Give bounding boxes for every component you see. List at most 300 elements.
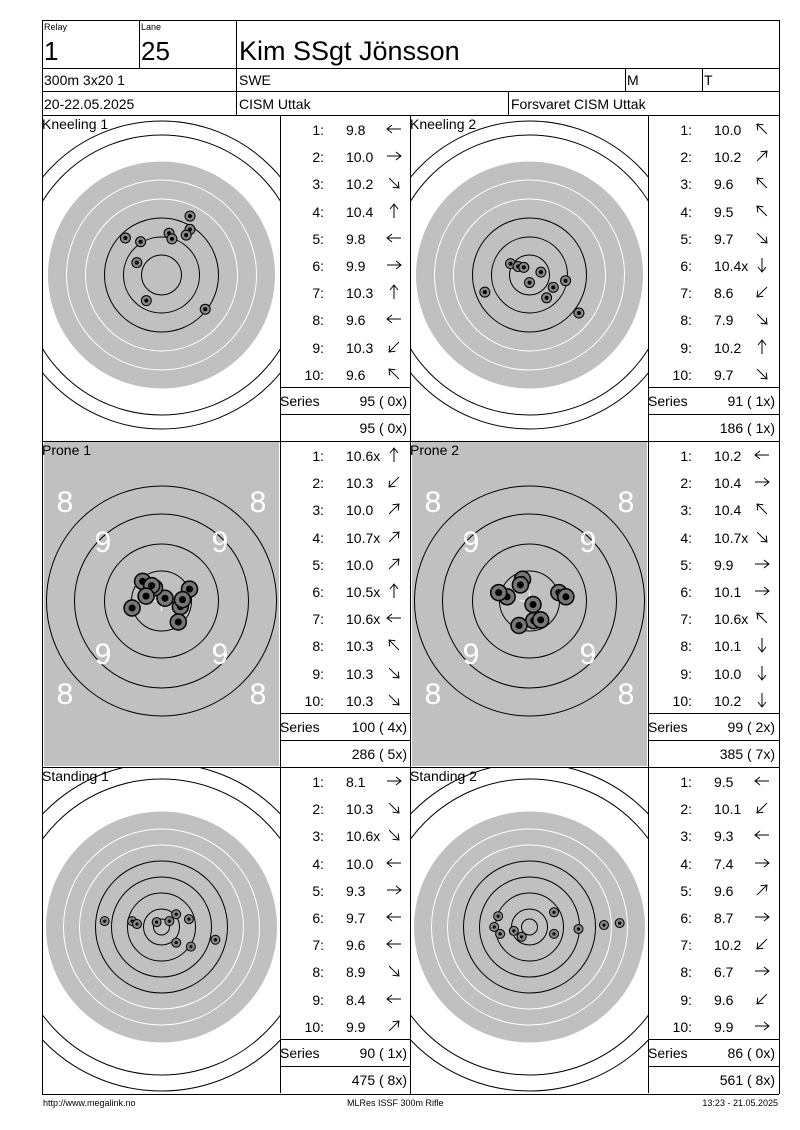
shot-row bbox=[648, 198, 770, 225]
shot-hole-center bbox=[537, 616, 544, 623]
shot-value: 10.3 bbox=[346, 339, 374, 356]
series-row bbox=[648, 387, 779, 414]
shot-row bbox=[280, 334, 402, 361]
shot-value: 9.6 bbox=[346, 937, 366, 954]
shot-row bbox=[648, 687, 770, 714]
shot-number: 9: bbox=[680, 339, 692, 356]
shot-value: 10.3 bbox=[346, 285, 374, 302]
shot-value: 10.2 bbox=[714, 339, 742, 356]
shot-number: 4: bbox=[312, 529, 324, 546]
shot-row bbox=[648, 469, 770, 496]
shot-value: 10.4 bbox=[714, 475, 742, 492]
target-kneel bbox=[43, 116, 280, 440]
shot-number: 10: bbox=[672, 366, 692, 383]
direction-arrow-icon bbox=[752, 935, 772, 953]
direction-arrow-icon bbox=[752, 174, 772, 192]
direction-arrow-icon bbox=[752, 908, 772, 926]
block-title: Standing 2 bbox=[410, 768, 477, 784]
running-total: 95 ( 0x) bbox=[359, 420, 407, 436]
direction-arrow-icon bbox=[752, 528, 772, 546]
direction-arrow-icon bbox=[384, 854, 404, 872]
shot-number: 6: bbox=[680, 258, 692, 274]
direction-arrow-icon bbox=[752, 826, 772, 844]
shot-row bbox=[280, 361, 402, 388]
shot-value: 9.5 bbox=[714, 774, 734, 790]
ring-number: 8 bbox=[424, 678, 442, 711]
direction-arrow-icon bbox=[384, 636, 404, 654]
running-total: 561 ( 8x) bbox=[719, 1072, 775, 1088]
series-score: 91 ( 1x) bbox=[727, 393, 775, 409]
shot-value: 10.3 bbox=[346, 692, 374, 709]
shot-row bbox=[280, 442, 402, 469]
shot-value: 10.7x bbox=[714, 529, 749, 546]
direction-arrow-icon bbox=[384, 664, 404, 682]
club: Forsvaret CISM Uttak bbox=[511, 96, 646, 112]
shot-row bbox=[280, 116, 402, 143]
direction-arrow-icon bbox=[752, 1017, 772, 1035]
total-row bbox=[280, 740, 411, 767]
ring-number: 9 bbox=[579, 526, 597, 559]
gender: M bbox=[627, 72, 639, 88]
shot-number: 3: bbox=[680, 502, 692, 519]
shot-row bbox=[648, 306, 770, 333]
shot-row bbox=[280, 252, 402, 279]
ring-number: 8 bbox=[617, 678, 635, 711]
shot-value: 10.0 bbox=[714, 122, 742, 138]
shot-number: 1: bbox=[312, 448, 324, 464]
shot-number: 10: bbox=[304, 692, 324, 709]
shot-value: 10.0 bbox=[346, 556, 374, 573]
direction-arrow-icon bbox=[384, 691, 404, 709]
shot-hole-center bbox=[564, 279, 568, 283]
shot-number: 6: bbox=[312, 584, 324, 600]
direction-arrow-icon bbox=[384, 908, 404, 926]
shot-number: 4: bbox=[312, 203, 324, 220]
total-row bbox=[280, 414, 411, 441]
block-title: Kneeling 2 bbox=[410, 116, 477, 132]
total-row bbox=[280, 1066, 411, 1093]
shot-hole-center bbox=[552, 932, 555, 935]
series-score: 99 ( 2x) bbox=[727, 719, 775, 735]
target-black bbox=[46, 811, 278, 1043]
shooter-name: Kim SSgt Jönsson bbox=[239, 36, 460, 66]
shot-hole-center bbox=[618, 921, 621, 924]
shot-number: 10: bbox=[672, 1018, 692, 1035]
shot-hole-center bbox=[175, 941, 178, 944]
shot-number: 4: bbox=[680, 855, 692, 872]
footer-timestamp: 13:23 - 21.05.2025 bbox=[702, 1098, 778, 1108]
shot-value: 10.2 bbox=[714, 448, 742, 464]
direction-arrow-icon bbox=[752, 772, 772, 790]
total-row bbox=[648, 414, 779, 441]
shot-value: 9.6 bbox=[714, 991, 734, 1008]
series-label: Series bbox=[280, 393, 320, 409]
series-label: Series bbox=[648, 1045, 688, 1061]
footer-software: MLRes ISSF 300m Rifle bbox=[347, 1098, 444, 1108]
shot-row bbox=[280, 279, 402, 306]
direction-arrow-icon bbox=[384, 283, 404, 301]
shot-number: 9: bbox=[680, 991, 692, 1008]
direction-arrow-icon bbox=[752, 147, 772, 165]
direction-arrow-icon bbox=[752, 283, 772, 301]
direction-arrow-icon bbox=[384, 799, 404, 817]
direction-arrow-icon bbox=[752, 473, 772, 491]
direction-arrow-icon bbox=[752, 854, 772, 872]
shot-hole-center bbox=[129, 605, 136, 612]
target-prone bbox=[43, 442, 280, 766]
shot-row bbox=[280, 632, 402, 659]
shot-value: 10.2 bbox=[714, 937, 742, 954]
direction-arrow-icon bbox=[384, 500, 404, 518]
shot-row bbox=[648, 877, 770, 904]
shot-number: 7: bbox=[312, 285, 324, 302]
shot-value: 10.4x bbox=[714, 258, 749, 274]
shot-row bbox=[648, 632, 770, 659]
direction-arrow-icon bbox=[384, 202, 404, 220]
shot-number: 7: bbox=[680, 937, 692, 954]
shot-number: 3: bbox=[312, 176, 324, 193]
block-title: Prone 2 bbox=[410, 442, 460, 458]
shot-number: 6: bbox=[680, 910, 692, 926]
direction-arrow-icon bbox=[752, 202, 772, 220]
shot-hole-center bbox=[539, 270, 543, 274]
shot-hole-center bbox=[495, 589, 502, 596]
shot-number: 10: bbox=[304, 1018, 324, 1035]
shot-row bbox=[280, 931, 402, 958]
shot-hole-center bbox=[577, 311, 581, 315]
direction-arrow-icon bbox=[384, 772, 404, 790]
shot-number: 1: bbox=[312, 774, 324, 790]
shot-value: 10.6x bbox=[346, 611, 381, 628]
shot-value: 10.0 bbox=[346, 855, 374, 872]
shot-value: 9.7 bbox=[714, 366, 734, 383]
shot-row bbox=[648, 252, 770, 279]
shot-row bbox=[280, 904, 402, 931]
ring-number: 8 bbox=[56, 486, 74, 519]
shot-hole-center bbox=[528, 281, 532, 285]
shot-hole-center bbox=[144, 299, 148, 303]
direction-arrow-icon bbox=[384, 881, 404, 899]
running-total: 385 ( 7x) bbox=[719, 746, 775, 762]
direction-arrow-icon bbox=[752, 310, 772, 328]
shot-value: 10.5x bbox=[346, 584, 381, 600]
shot-row bbox=[280, 795, 402, 822]
direction-arrow-icon bbox=[752, 256, 772, 274]
shot-number: 3: bbox=[312, 828, 324, 845]
direction-arrow-icon bbox=[752, 500, 772, 518]
shot-row bbox=[648, 361, 770, 388]
shot-hole-center bbox=[187, 918, 190, 921]
direction-arrow-icon bbox=[384, 555, 404, 573]
series-score: 100 ( 4x) bbox=[351, 719, 407, 735]
direction-arrow-icon bbox=[384, 446, 404, 464]
shot-number: 7: bbox=[312, 937, 324, 954]
shot-row bbox=[280, 822, 402, 849]
shot-value: 9.8 bbox=[346, 122, 366, 138]
shot-number: 4: bbox=[680, 203, 692, 220]
lane-number: 25 bbox=[141, 36, 170, 66]
direction-arrow-icon bbox=[752, 609, 772, 627]
shot-hole-center bbox=[170, 237, 174, 241]
running-total: 475 ( 8x) bbox=[351, 1072, 407, 1088]
shot-row bbox=[280, 170, 402, 197]
shot-row bbox=[648, 605, 770, 632]
direction-arrow-icon bbox=[752, 555, 772, 573]
shot-number: 10: bbox=[672, 692, 692, 709]
direction-arrow-icon bbox=[752, 962, 772, 980]
shot-value: 9.7 bbox=[714, 230, 734, 247]
shot-number: 8: bbox=[312, 638, 324, 655]
shot-number: 2: bbox=[680, 149, 692, 166]
direction-arrow-icon bbox=[752, 691, 772, 709]
shot-hole-center bbox=[520, 935, 523, 938]
ring-number: 9 bbox=[211, 526, 229, 559]
shot-row bbox=[280, 578, 402, 605]
shot-row bbox=[648, 116, 770, 143]
shot-row bbox=[280, 660, 402, 687]
shot-hole-center bbox=[175, 619, 182, 626]
shot-number: 5: bbox=[680, 230, 692, 247]
shot-value: 8.9 bbox=[346, 964, 366, 981]
shot-value: 9.3 bbox=[346, 882, 366, 899]
direction-arrow-icon bbox=[752, 990, 772, 1008]
shot-hole-center bbox=[516, 622, 523, 629]
ring-number: 9 bbox=[579, 638, 597, 671]
shot-number: 1: bbox=[680, 122, 692, 138]
shot-number: 6: bbox=[312, 910, 324, 926]
ring-number: 8 bbox=[249, 486, 267, 519]
shot-value: 8.1 bbox=[346, 774, 366, 790]
shot-row bbox=[280, 496, 402, 523]
shot-number: 6: bbox=[680, 584, 692, 600]
shot-number: 3: bbox=[680, 176, 692, 193]
shot-row bbox=[648, 551, 770, 578]
shot-hole-center bbox=[483, 290, 487, 294]
shot-value: 8.4 bbox=[346, 991, 366, 1008]
direction-arrow-icon bbox=[752, 365, 772, 383]
shot-number: 2: bbox=[680, 801, 692, 818]
shot-row bbox=[648, 496, 770, 523]
shot-number: 2: bbox=[680, 475, 692, 492]
shot-number: 9: bbox=[312, 991, 324, 1008]
shot-value: 9.6 bbox=[346, 366, 366, 383]
shot-value: 9.6 bbox=[714, 882, 734, 899]
shot-hole-center bbox=[175, 913, 178, 916]
shot-hole-center bbox=[186, 586, 193, 593]
direction-arrow-icon bbox=[384, 528, 404, 546]
series-row bbox=[280, 1039, 411, 1066]
shot-hole-center bbox=[499, 932, 502, 935]
target-stand bbox=[43, 768, 280, 1092]
shot-value: 10.7x bbox=[346, 529, 381, 546]
block-title: Standing 1 bbox=[42, 768, 109, 784]
shot-number: 1: bbox=[312, 122, 324, 138]
target-prone bbox=[411, 442, 648, 766]
shot-row bbox=[648, 442, 770, 469]
shot-value: 9.3 bbox=[714, 828, 734, 845]
shot-value: 6.7 bbox=[714, 964, 734, 981]
shot-row bbox=[280, 198, 402, 225]
target-kneel bbox=[411, 116, 648, 440]
direction-arrow-icon bbox=[384, 310, 404, 328]
series-score: 86 ( 0x) bbox=[727, 1045, 775, 1061]
shot-value: 9.9 bbox=[346, 258, 366, 274]
shot-value: 10.4 bbox=[714, 502, 742, 519]
ring-number: 9 bbox=[94, 526, 112, 559]
shot-row bbox=[280, 225, 402, 252]
shot-number: 8: bbox=[312, 312, 324, 329]
shot-number: 9: bbox=[312, 665, 324, 682]
shot-number: 5: bbox=[312, 556, 324, 573]
shot-hole-center bbox=[103, 920, 106, 923]
shot-hole-center bbox=[143, 593, 150, 600]
shot-number: 5: bbox=[312, 230, 324, 247]
shot-hole-center bbox=[139, 240, 143, 244]
competition: CISM Uttak bbox=[239, 96, 311, 112]
shot-row bbox=[648, 225, 770, 252]
shot-number: 1: bbox=[680, 448, 692, 464]
target-black bbox=[48, 161, 276, 389]
shot-row bbox=[648, 931, 770, 958]
series-label: Series bbox=[648, 393, 688, 409]
series-score: 90 ( 1x) bbox=[359, 1045, 407, 1061]
shot-value: 10.2 bbox=[346, 176, 374, 193]
series-label: Series bbox=[648, 719, 688, 735]
shot-row bbox=[648, 795, 770, 822]
shot-number: 2: bbox=[312, 801, 324, 818]
direction-arrow-icon bbox=[384, 990, 404, 1008]
shot-hole-center bbox=[168, 920, 171, 923]
shot-hole-center bbox=[189, 945, 192, 948]
shot-number: 5: bbox=[680, 556, 692, 573]
direction-arrow-icon bbox=[752, 881, 772, 899]
shot-value: 9.7 bbox=[346, 910, 366, 926]
shot-hole-center bbox=[509, 262, 513, 266]
shot-value: 9.6 bbox=[346, 312, 366, 329]
shot-value: 10.1 bbox=[714, 638, 742, 655]
shot-value: 10.6x bbox=[346, 828, 381, 845]
shot-number: 7: bbox=[680, 611, 692, 628]
shot-row bbox=[280, 687, 402, 714]
shot-number: 6: bbox=[312, 258, 324, 274]
ring-number: 9 bbox=[211, 638, 229, 671]
shot-value: 9.9 bbox=[714, 556, 734, 573]
shot-hole-center bbox=[123, 236, 127, 240]
shot-value: 10.2 bbox=[714, 149, 742, 166]
shot-hole-center bbox=[135, 261, 139, 265]
total-row bbox=[648, 1066, 779, 1093]
direction-arrow-icon bbox=[752, 799, 772, 817]
shot-hole-center bbox=[179, 596, 186, 603]
direction-arrow-icon bbox=[752, 636, 772, 654]
ring-number: 8 bbox=[424, 486, 442, 519]
shot-number: 2: bbox=[312, 475, 324, 492]
series-label: Series bbox=[280, 1045, 320, 1061]
event-name: 300m 3x20 1 bbox=[44, 72, 125, 88]
direction-arrow-icon bbox=[752, 582, 772, 600]
shot-value: 10.0 bbox=[346, 502, 374, 519]
shot-value: 7.4 bbox=[714, 855, 734, 872]
relay-number: 1 bbox=[44, 36, 59, 66]
shot-value: 9.9 bbox=[346, 1018, 366, 1035]
shot-value: 10.0 bbox=[714, 665, 742, 682]
direction-arrow-icon bbox=[384, 935, 404, 953]
block-title: Prone 1 bbox=[42, 442, 92, 458]
direction-arrow-icon bbox=[384, 338, 404, 356]
block-title: Kneeling 1 bbox=[42, 116, 109, 132]
shot-number: 3: bbox=[312, 502, 324, 519]
shot-number: 5: bbox=[680, 882, 692, 899]
shot-number: 8: bbox=[680, 638, 692, 655]
shot-row bbox=[648, 768, 770, 795]
total-row bbox=[648, 740, 779, 767]
shot-value: 10.2 bbox=[714, 692, 742, 709]
shot-hole-center bbox=[551, 285, 555, 289]
nation: SWE bbox=[239, 72, 271, 88]
date: 20-22.05.2025 bbox=[44, 96, 135, 112]
shot-row bbox=[648, 850, 770, 877]
direction-arrow-icon bbox=[384, 1017, 404, 1035]
shot-hole-center bbox=[135, 922, 138, 925]
shot-row bbox=[280, 469, 402, 496]
direction-arrow-icon bbox=[384, 582, 404, 600]
direction-arrow-icon bbox=[384, 256, 404, 274]
shot-hole-center bbox=[155, 921, 158, 924]
running-total: 286 ( 5x) bbox=[351, 746, 407, 762]
shot-value: 10.3 bbox=[346, 475, 374, 492]
shot-hole-center bbox=[522, 265, 526, 269]
running-total: 186 ( 1x) bbox=[719, 420, 775, 436]
shot-row bbox=[648, 524, 770, 551]
shot-hole-center bbox=[530, 601, 537, 608]
shot-number: 8: bbox=[680, 312, 692, 329]
series-row bbox=[280, 713, 411, 740]
direction-arrow-icon bbox=[752, 229, 772, 247]
relay-label: Relay bbox=[44, 22, 68, 32]
direction-arrow-icon bbox=[384, 120, 404, 138]
shot-value: 10.3 bbox=[346, 638, 374, 655]
shot-hole-center bbox=[512, 929, 515, 932]
direction-arrow-icon bbox=[752, 664, 772, 682]
shot-hole-center bbox=[497, 915, 500, 918]
shot-number: 4: bbox=[312, 855, 324, 872]
ring-number: 8 bbox=[56, 678, 74, 711]
ring-number: 9 bbox=[94, 638, 112, 671]
shot-number: 3: bbox=[680, 828, 692, 845]
shot-hole-center bbox=[562, 593, 569, 600]
shot-value: 10.4 bbox=[346, 203, 374, 220]
footer-url[interactable]: http://www.megalink.no bbox=[43, 1098, 136, 1108]
shot-row bbox=[648, 904, 770, 931]
type-code: T bbox=[704, 72, 713, 88]
shot-value: 10.6x bbox=[714, 611, 749, 628]
ring-number: 8 bbox=[249, 678, 267, 711]
shot-number: 1: bbox=[680, 774, 692, 790]
lane-label: Lane bbox=[141, 22, 162, 32]
shot-row bbox=[280, 958, 402, 985]
shot-value: 10.3 bbox=[346, 801, 374, 818]
shot-number: 8: bbox=[312, 964, 324, 981]
shot-row bbox=[648, 143, 770, 170]
shot-row bbox=[280, 850, 402, 877]
direction-arrow-icon bbox=[384, 962, 404, 980]
shot-row bbox=[648, 578, 770, 605]
series-row bbox=[648, 1039, 779, 1066]
shot-hole-center bbox=[545, 296, 549, 300]
shot-row bbox=[280, 143, 402, 170]
target-black bbox=[416, 161, 644, 389]
shot-row bbox=[280, 524, 402, 551]
